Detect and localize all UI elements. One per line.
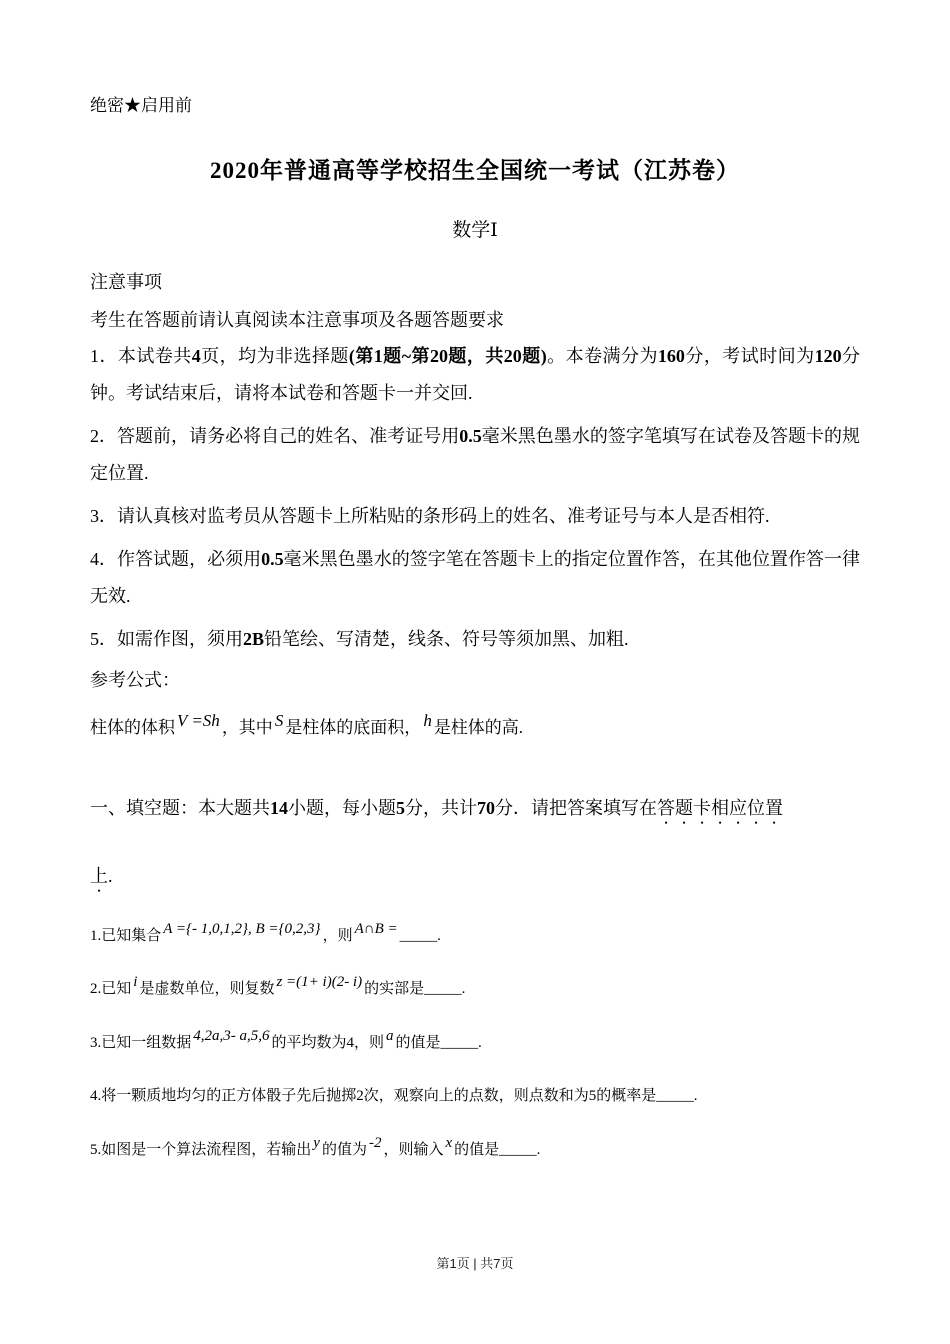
text-segment: 4 — [191, 346, 201, 367]
text-segment: 3.已知一组数据 — [90, 1034, 192, 1051]
notice-heading: 注意事项 — [90, 272, 162, 293]
question-item — [90, 974, 860, 1003]
text-segment: 一、填空题：本大题共 — [90, 797, 270, 818]
reference-formula-line — [90, 712, 860, 744]
text-segment: (第1题~第20题，共20题) — [348, 346, 547, 367]
text-segment: 是虚数单位，则复数 — [139, 981, 275, 998]
inline-math: x — [445, 1134, 453, 1151]
classification-label: 绝密★启用前 — [90, 96, 192, 115]
text-segment: 的平均数为4，则 — [271, 1034, 385, 1051]
inline-math: i — [133, 974, 138, 991]
text-segment: 120 — [814, 346, 842, 367]
text-segment: 答题卡相应位置 — [657, 797, 783, 818]
text-segment: 毫米黑色墨水的签字笔填写在试卷及答题卡的规定位置. — [90, 426, 860, 484]
text-segment: 铅笔绘、写清楚，线条、符号等须加黑、加粗. — [264, 628, 629, 649]
text-segment: 柱体的体积 — [90, 717, 175, 737]
text-segment: 70 — [477, 797, 495, 818]
text-segment: 1．本试卷共 — [90, 346, 192, 367]
text-segment: 5．如需作图，须用 — [90, 628, 243, 649]
inline-math: z =(1+ i)(2- i) — [276, 974, 363, 991]
inline-math: a — [386, 1027, 394, 1044]
text-segment: 2B — [243, 628, 265, 649]
question-list — [90, 920, 860, 1164]
text-segment: 的实部是_____. — [364, 981, 466, 998]
text-segment: 分钟。考试结束后，请将本试卷和答题卡一并交回. — [90, 346, 861, 404]
text-segment: 的值是_____. — [395, 1034, 482, 1051]
inline-math: A ={- 1,0,1,2}, B ={0,2,3} — [163, 920, 321, 937]
text-segment: 5.如图是一个算法流程图，若输出 — [90, 1141, 312, 1158]
text-segment: 是柱体的高. — [433, 717, 524, 737]
text-segment: 160 — [657, 346, 685, 367]
notice-item — [90, 418, 860, 492]
reference-formula-heading: 参考公式： — [90, 669, 180, 690]
inline-math: h — [423, 710, 432, 730]
text-segment: 的值是_____. — [454, 1141, 541, 1158]
text-segment: 上 — [90, 865, 108, 886]
notice-item — [90, 338, 860, 412]
text-segment: 分，共计 — [405, 797, 477, 818]
text-segment: 4.将一颗质地均匀的正方体骰子先后抛掷2次，观察向上的点数，则点数和为5的概率是_____. — [90, 1088, 698, 1105]
inline-math: 4,2a,3- a,5,6 — [193, 1027, 270, 1044]
text-segment: 页，均为非选择题 — [200, 346, 349, 367]
text-segment: 。本卷满分为 — [546, 346, 658, 367]
section-one-heading-continued — [90, 862, 860, 896]
text-segment: ，则 — [322, 927, 353, 944]
text-segment: 0.5 — [261, 548, 284, 569]
text-segment: _____. — [399, 927, 441, 944]
inline-math: A∩B = — [354, 920, 398, 937]
notice-item — [90, 621, 860, 658]
question-item — [90, 1134, 860, 1164]
text-segment: 毫米黑色墨水的签字笔在答题卡上的指定位置作答，在其他位置作答一律无效. — [90, 548, 861, 606]
inline-math: V =Sh — [177, 710, 220, 730]
text-segment: 2.已知 — [90, 981, 132, 998]
inline-math: -2 — [368, 1134, 382, 1151]
question-item — [90, 1084, 860, 1110]
text-segment: 3．请认真核对监考员从答题卡上所粘贴的条形码上的姓名、准考证号与本人是否相符. — [90, 505, 770, 526]
text-segment: 的值为 — [321, 1141, 367, 1158]
notice-intro: 考生在答题前请认真阅读本注意事项及各题答题要求 — [90, 310, 504, 331]
question-item — [90, 1027, 860, 1057]
text-segment: ，则输入 — [383, 1141, 444, 1158]
text-segment: 4．作答试题，必须用 — [90, 548, 262, 569]
text-segment: 5 — [396, 797, 405, 818]
text-segment: 14 — [270, 797, 288, 818]
text-segment: . — [108, 865, 113, 886]
paper-subject-subtitle: 数学Ⅰ — [452, 220, 498, 242]
inline-math: y — [313, 1134, 320, 1151]
notice-list — [90, 338, 860, 657]
text-segment: ，其中 — [221, 717, 273, 737]
page-number-footer: 第1页 | 共7页 — [436, 1256, 514, 1271]
notice-item — [90, 541, 860, 615]
notice-item — [90, 498, 860, 535]
text-segment: 分，考试时间为 — [684, 346, 815, 367]
text-segment: 0.5 — [459, 426, 482, 447]
text-segment: 2．答题前，请务必将自己的姓名、准考证号用 — [90, 426, 460, 447]
text-segment: 分．请把答案填写在 — [495, 797, 657, 818]
inline-math: S — [274, 710, 284, 730]
text-segment: 是柱体的底面积， — [285, 717, 422, 737]
section-one-heading — [90, 790, 860, 828]
question-item — [90, 920, 860, 950]
text-segment: 小题，每小题 — [288, 797, 396, 818]
text-segment: 1.已知集合 — [90, 927, 162, 944]
exam-title: 2020年普通高等学校招生全国统一考试（江苏卷） — [210, 158, 740, 184]
